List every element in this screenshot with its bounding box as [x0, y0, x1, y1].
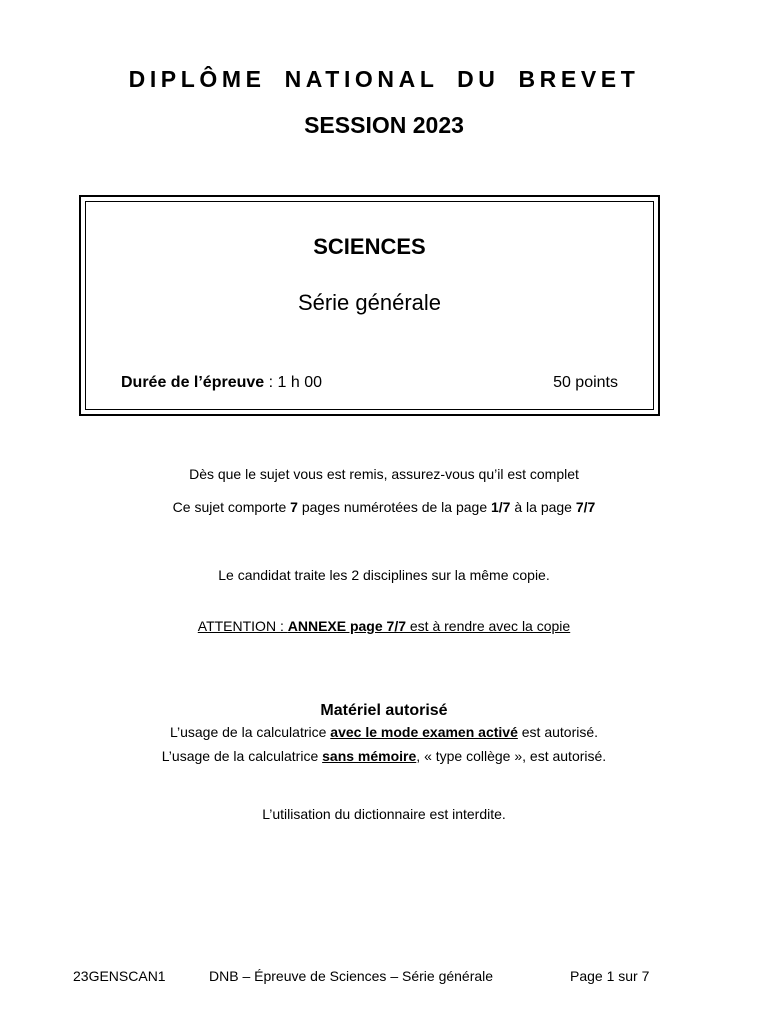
calc2-bold: sans mémoire [322, 748, 417, 764]
attention-annexe: ANNEXE page 7/7 [287, 618, 406, 634]
points-total: 50 points [553, 374, 618, 391]
exam-info-inner-frame [85, 201, 654, 410]
calc1-prefix: L’usage de la calculatrice [169, 724, 331, 740]
footer-page-number: Page 1 sur 7 [570, 968, 650, 984]
pages-count: 7 [290, 499, 298, 515]
session-title: SESSION 2023 [304, 112, 464, 138]
calculator-rule-exam-mode [0, 724, 768, 740]
footer-title: DNB – Épreuve de Sciences – Série générale [209, 968, 494, 984]
attention-suffix: est à rendre avec la copie [406, 618, 571, 634]
pages-prefix: Ce sujet comporte [172, 499, 291, 515]
instruction-complete: Dès que le sujet vous est remis, assurez-vous qu’il est complet [189, 466, 579, 482]
calculator-rule-no-memory [0, 748, 768, 764]
attention-text [198, 618, 570, 634]
pages-first: 1/7 [491, 499, 511, 515]
duration-label: Durée de l’épreuve [121, 374, 265, 391]
attention-prefix: ATTENTION : [197, 618, 288, 634]
pages-to: à la page [510, 499, 576, 515]
pages-mid: pages numérotées de la page [297, 499, 491, 515]
document-title: DIPLÔME NATIONAL DU BREVET [128, 66, 640, 92]
duration-separator: : [264, 374, 278, 391]
subject-title: SCIENCES [313, 234, 426, 259]
instruction-candidate: Le candidat traite les 2 disciplines sur la même copie. [218, 567, 550, 583]
dictionary-rule: L’utilisation du dictionnaire est interdite. [262, 806, 506, 822]
duration-line [121, 374, 322, 392]
materiel-title: Matériel autorisé [320, 702, 448, 719]
instruction-attention [0, 618, 768, 634]
calc1-suffix: est autorisé. [517, 724, 599, 740]
calc2-suffix: , « type collège », est autorisé. [416, 748, 607, 764]
exam-info-box [79, 195, 660, 416]
instruction-pages [0, 499, 768, 515]
pages-last: 7/7 [575, 499, 596, 515]
footer-code: 23GENSCAN1 [73, 968, 166, 984]
calc1-bold: avec le mode examen activé [330, 724, 518, 740]
series-title: Série générale [297, 290, 442, 315]
duration-value: 1 h 00 [277, 374, 322, 391]
calc2-prefix: L’usage de la calculatrice [161, 748, 323, 764]
